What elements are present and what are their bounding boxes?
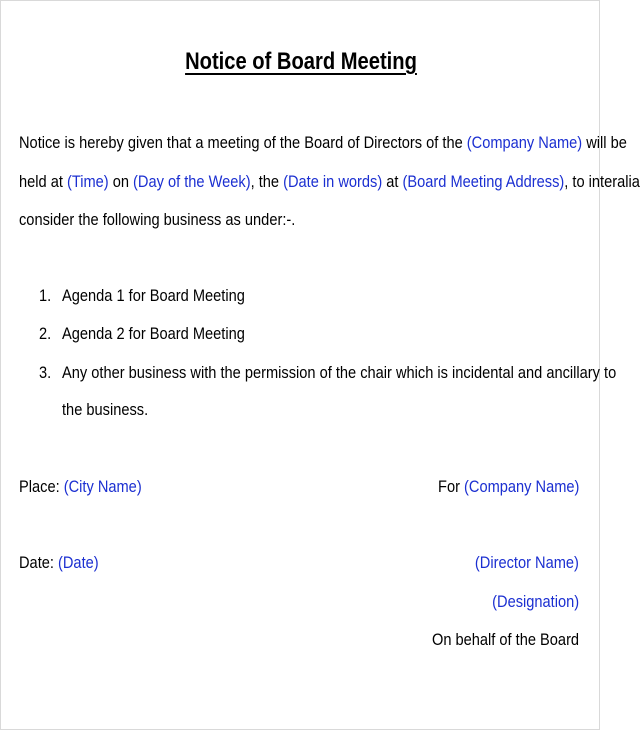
intro-text: consider the following business as under:-. (19, 210, 296, 229)
intro-text: , to interalia (564, 172, 640, 191)
intro-text: held at (19, 172, 67, 191)
agenda-item-number: 3. (39, 363, 52, 382)
time-placeholder: (Time) (66, 172, 109, 191)
intro-text: Notice is hereby given that a meeting of the Board of Directors of the (19, 133, 467, 152)
company-name-placeholder: (Company Name) (463, 477, 579, 496)
city-name-placeholder: (City Name) (63, 477, 142, 496)
document-title-text: Notice of Board Meeting (185, 48, 417, 75)
intro-line-1 (19, 133, 627, 153)
intro-text: , the (250, 172, 284, 191)
day-of-week-placeholder: (Day of the Week) (133, 172, 251, 191)
meeting-address-placeholder: (Board Meeting Address) (402, 172, 565, 191)
company-name-placeholder: (Company Name) (466, 133, 583, 152)
for-company-line (438, 477, 579, 497)
director-name-placeholder: (Director Name) (475, 553, 579, 572)
date-in-words-placeholder: (Date in words) (283, 172, 383, 191)
agenda-item-number: 2. (39, 324, 52, 343)
on-behalf-text: On behalf of the Board (431, 630, 579, 649)
agenda-item-text: Any other business with the permission of the chair which is incidental and ancillary to (62, 363, 617, 382)
agenda-item-number: 1. (39, 286, 52, 305)
intro-text: on (108, 172, 134, 191)
agenda-item-text: Agenda 2 for Board Meeting (62, 324, 245, 343)
place-line (19, 477, 142, 497)
for-label: For (437, 477, 464, 496)
document-title (49, 48, 553, 76)
intro-text: will be (582, 133, 627, 152)
date-label: Date: (19, 553, 59, 572)
agenda-item-text: Agenda 1 for Board Meeting (62, 286, 245, 305)
date-placeholder: (Date) (58, 553, 99, 572)
place-label: Place: (19, 477, 64, 496)
agenda-item-text-continued: the business. (62, 400, 149, 419)
designation-placeholder: (Designation) (492, 592, 579, 611)
intro-line-2 (19, 172, 640, 192)
intro-text: at (382, 172, 403, 191)
intro-line-3 (19, 210, 295, 230)
date-line (19, 553, 99, 573)
